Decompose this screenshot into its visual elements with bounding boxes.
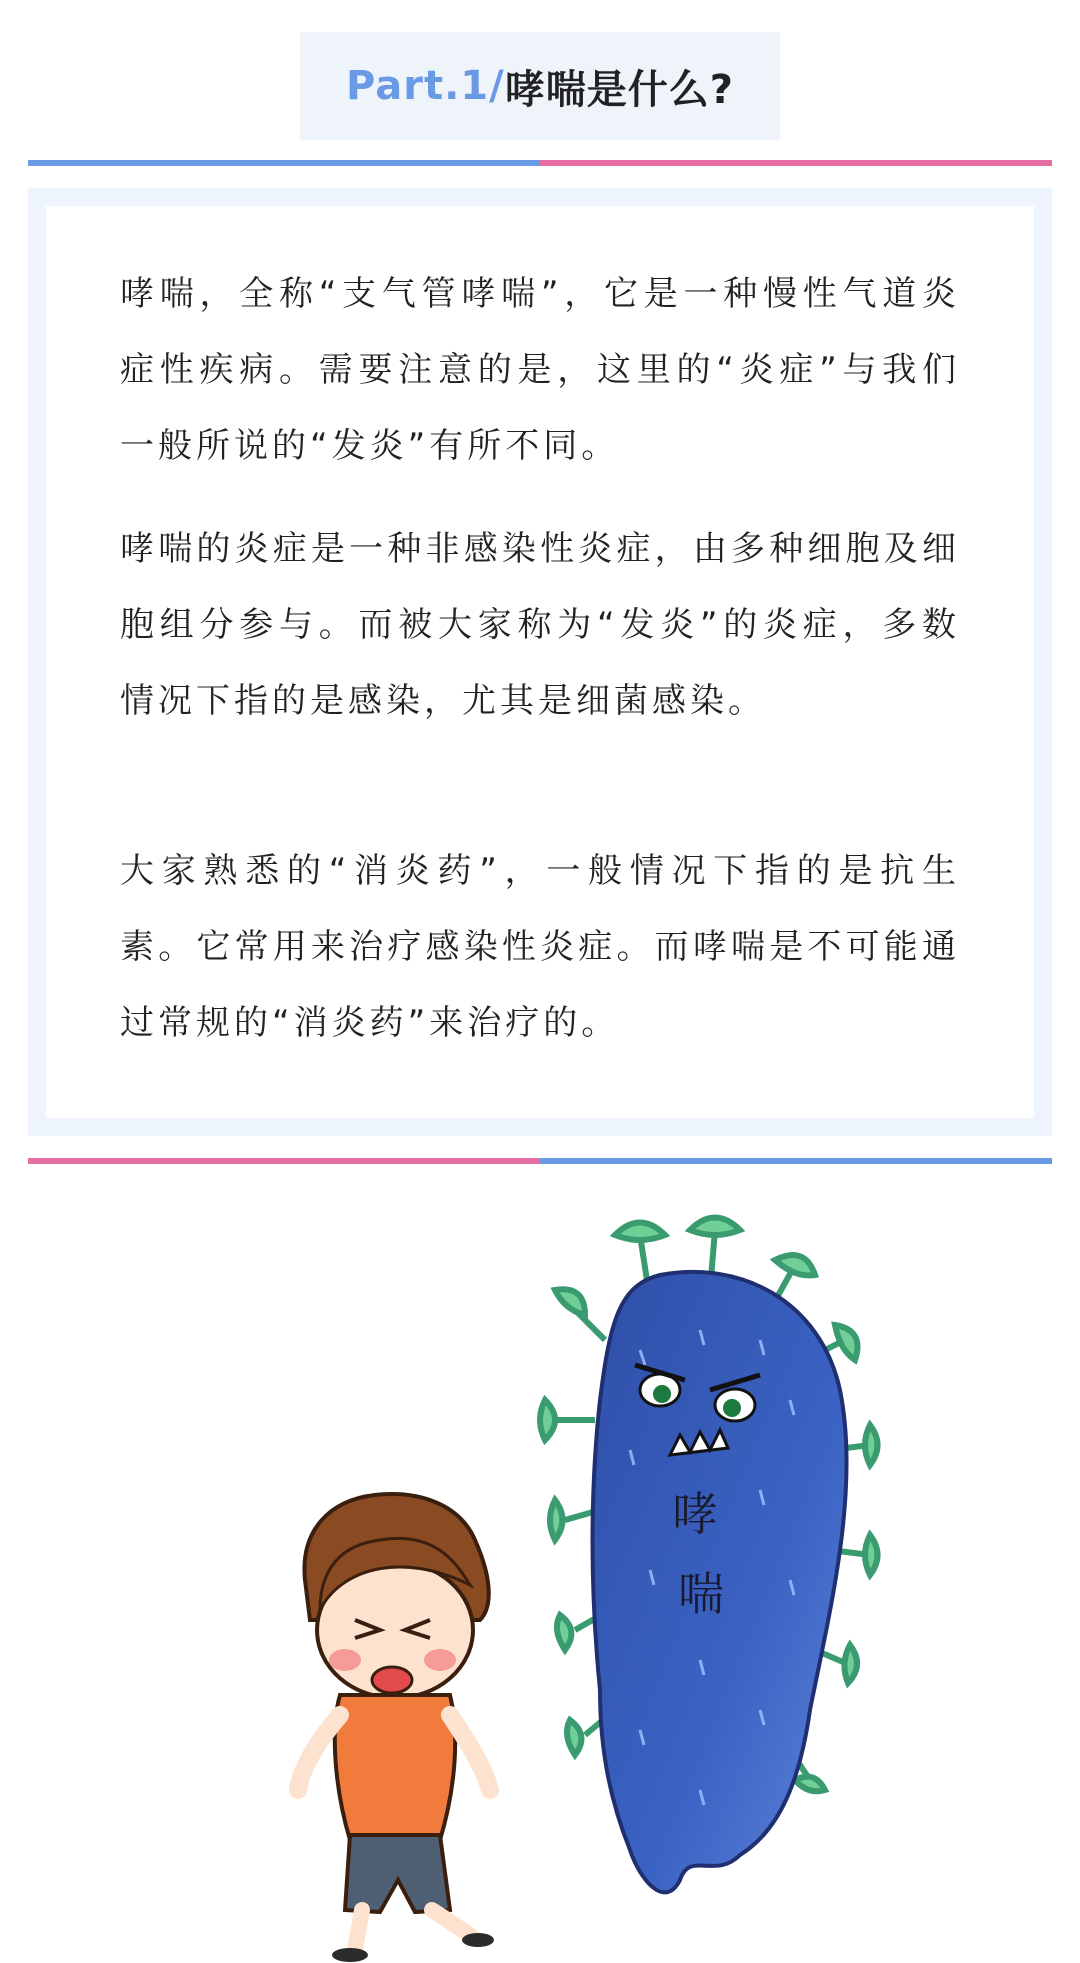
divider-blue-segment	[540, 1158, 1052, 1164]
divider-blue-segment	[28, 160, 540, 166]
section-part-label: Part.1/	[346, 63, 505, 109]
running-boy-icon	[0, 1190, 1080, 1963]
section-title	[300, 32, 780, 140]
divider-pink-segment	[540, 160, 1052, 166]
section-heading: 哮喘是什么?	[504, 66, 734, 113]
paragraph: 大家熟悉的“消炎药”，一般情况下指的是抗生素。它常用来治疗感染性炎症。而哮喘是不可能通过常规的“消炎药”来治疗的。	[120, 851, 960, 1043]
monster-label-char-2: 喘	[678, 1567, 724, 1621]
asthma-illustration	[0, 1190, 1080, 1963]
monster-label-char-1: 哮	[672, 1487, 718, 1541]
bottom-divider	[28, 1158, 1052, 1164]
paragraph: 哮喘，全称“支气管哮喘”，它是一种慢性气道炎症性疾病。需要注意的是，这里的“炎症”与我们一般所说的“发炎”有所不同。	[120, 274, 960, 466]
paragraph: 哮喘的炎症是一种非感染性炎症，由多种细胞及细胞组分参与。而被大家称为“发炎”的炎症，多数情况下指的是感染，尤其是细菌感染。	[120, 529, 960, 721]
content-panel	[28, 188, 1052, 1136]
top-divider	[28, 160, 1052, 166]
divider-pink-segment	[28, 1158, 540, 1164]
content-card	[46, 206, 1034, 1118]
